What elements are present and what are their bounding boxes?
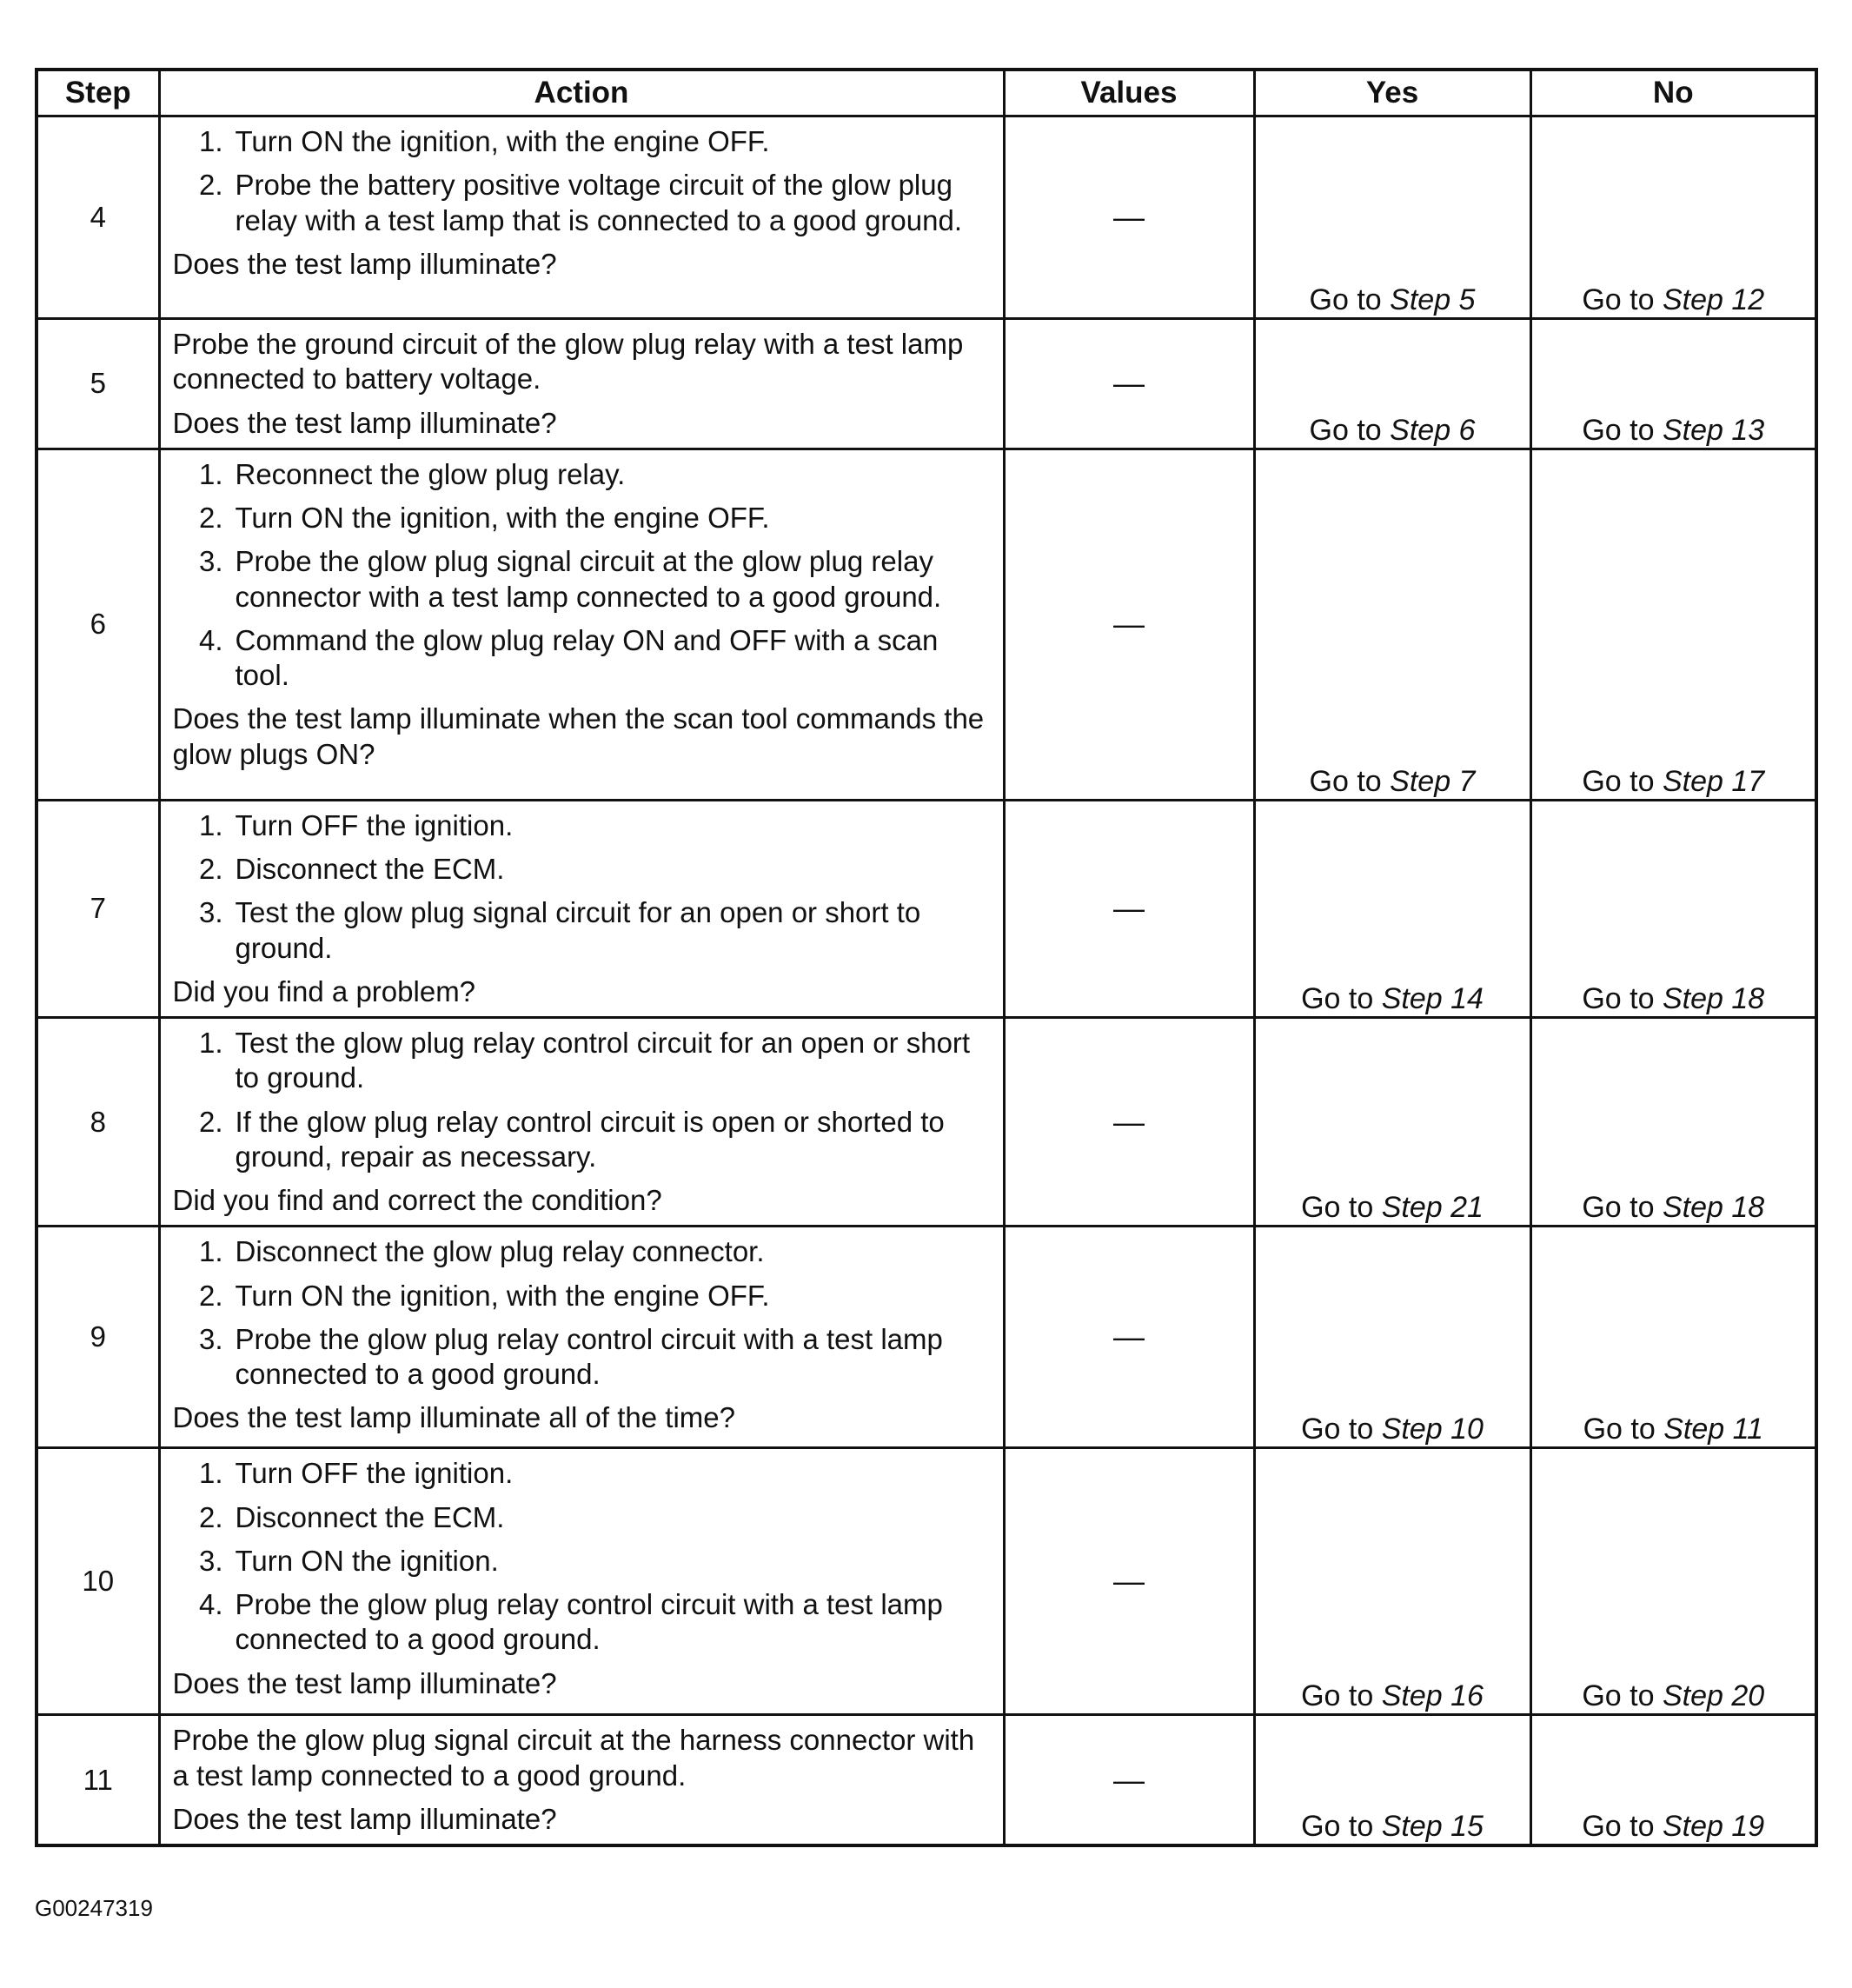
yes-goto-prefix: Go to bbox=[1309, 413, 1382, 447]
table-row bbox=[37, 116, 1816, 319]
action-step-number: 4. bbox=[198, 623, 223, 656]
table-row bbox=[37, 1018, 1816, 1227]
action-step-item bbox=[173, 124, 994, 159]
yes-step-reference: Step 21 bbox=[1381, 1191, 1484, 1225]
step-number: 7 bbox=[37, 800, 159, 1017]
action-steps-list bbox=[173, 124, 994, 238]
action-content bbox=[161, 1449, 1003, 1708]
no-step-reference: Step 12 bbox=[1662, 283, 1765, 316]
action-step-item bbox=[173, 1587, 994, 1658]
yes-cell bbox=[1254, 1018, 1530, 1227]
values-cell: — bbox=[1004, 116, 1254, 319]
action-paragraph: Probe the ground circuit of the glow plug relay with a test lamp connected to battery voltage. bbox=[172, 328, 964, 396]
action-question: Does the test lamp illuminate? bbox=[172, 406, 557, 439]
action-step-number: 2. bbox=[198, 1500, 223, 1533]
table-row bbox=[37, 800, 1816, 1017]
header-yes: Yes bbox=[1254, 70, 1530, 116]
no-step-reference: Step 11 bbox=[1663, 1413, 1763, 1446]
action-step-item bbox=[173, 852, 994, 887]
no-goto-prefix: Go to bbox=[1582, 1191, 1655, 1225]
yes-goto-prefix: Go to bbox=[1301, 1679, 1374, 1713]
action-step-text: Reconnect the glow plug relay. bbox=[235, 457, 626, 490]
values-cell: — bbox=[1004, 1018, 1254, 1227]
action-step-text: Test the glow plug relay control circuit for an open or short to ground. bbox=[235, 1027, 971, 1094]
yes-step-reference: Step 10 bbox=[1381, 1413, 1484, 1446]
step-number: 8 bbox=[37, 1018, 159, 1227]
action-step-item bbox=[173, 1500, 994, 1535]
step-number: 9 bbox=[37, 1227, 159, 1448]
action-content bbox=[161, 801, 1003, 1016]
action-cell bbox=[159, 1715, 1004, 1845]
action-cell bbox=[159, 1227, 1004, 1448]
action-content bbox=[161, 1019, 1003, 1225]
action-question: Does the test lamp illuminate all of the time? bbox=[172, 1401, 735, 1434]
diagnostic-table bbox=[35, 68, 1818, 1847]
action-step-number: 2. bbox=[198, 853, 223, 885]
action-step-item bbox=[173, 1279, 994, 1313]
yes-cell bbox=[1254, 1227, 1530, 1448]
action-step-item bbox=[173, 1105, 994, 1175]
no-goto-prefix: Go to bbox=[1582, 982, 1655, 1015]
header-no: No bbox=[1530, 70, 1816, 116]
no-step-reference: Step 17 bbox=[1662, 764, 1765, 798]
action-steps-list bbox=[173, 1234, 994, 1392]
action-step-text: Turn ON the ignition, with the engine OFF. bbox=[235, 125, 770, 157]
action-step-number: 3. bbox=[198, 1322, 223, 1355]
no-cell bbox=[1530, 116, 1816, 319]
action-steps-list bbox=[173, 1456, 994, 1657]
yes-goto-prefix: Go to bbox=[1301, 982, 1374, 1015]
action-step-text: Probe the glow plug relay control circuit with a test lamp connected to a good ground. bbox=[235, 1322, 943, 1390]
action-step-item bbox=[173, 457, 994, 492]
no-step-reference: Step 20 bbox=[1662, 1679, 1765, 1713]
action-step-item bbox=[173, 623, 994, 694]
action-step-number: 3. bbox=[198, 1544, 223, 1577]
step-number: 5 bbox=[37, 319, 159, 449]
action-step-text: Disconnect the ECM. bbox=[235, 1500, 505, 1533]
action-step-text: Disconnect the glow plug relay connector. bbox=[235, 1235, 765, 1268]
step-number: 4 bbox=[37, 116, 159, 319]
action-steps-list bbox=[173, 457, 994, 694]
action-step-number: 1. bbox=[198, 125, 223, 157]
action-steps-list bbox=[173, 1026, 994, 1174]
no-cell bbox=[1530, 1448, 1816, 1715]
yes-goto-prefix: Go to bbox=[1309, 283, 1382, 316]
action-step-item bbox=[173, 895, 994, 966]
action-step-number: 3. bbox=[198, 545, 223, 578]
action-question: Did you find and correct the condition? bbox=[172, 1184, 662, 1216]
action-cell bbox=[159, 319, 1004, 449]
header-step: Step bbox=[37, 70, 159, 116]
no-cell bbox=[1530, 449, 1816, 800]
diagnostic-table-container bbox=[35, 68, 1815, 1847]
action-step-item bbox=[173, 168, 994, 238]
action-steps-list bbox=[173, 808, 994, 966]
no-goto-prefix: Go to bbox=[1583, 1413, 1656, 1446]
no-cell bbox=[1530, 1227, 1816, 1448]
yes-step-reference: Step 6 bbox=[1390, 413, 1476, 447]
figure-id: G00247319 bbox=[35, 1895, 153, 1921]
action-step-item bbox=[173, 1026, 994, 1096]
yes-goto-prefix: Go to bbox=[1309, 764, 1382, 798]
no-cell bbox=[1530, 319, 1816, 449]
step-number: 11 bbox=[37, 1715, 159, 1845]
action-step-text: Command the glow plug relay ON and OFF with a scan tool. bbox=[235, 623, 939, 691]
action-content bbox=[161, 117, 1003, 289]
action-step-number: 2. bbox=[198, 502, 223, 534]
no-goto-prefix: Go to bbox=[1582, 1679, 1655, 1713]
table-body bbox=[37, 116, 1816, 1846]
action-step-text: Probe the glow plug relay control circuit with a test lamp connected to a good ground. bbox=[235, 1588, 943, 1656]
action-step-text: Probe the glow plug signal circuit at the glow plug relay connector with a test lamp connected to a good ground. bbox=[235, 545, 942, 613]
action-step-text: Turn OFF the ignition. bbox=[235, 808, 514, 841]
no-step-reference: Step 18 bbox=[1662, 982, 1765, 1015]
no-step-reference: Step 19 bbox=[1662, 1810, 1765, 1843]
action-step-number: 2. bbox=[198, 1279, 223, 1312]
action-content bbox=[161, 1227, 1003, 1442]
yes-goto-prefix: Go to bbox=[1301, 1191, 1374, 1225]
action-step-number: 1. bbox=[198, 808, 223, 841]
action-content bbox=[161, 320, 1003, 448]
action-step-number: 2. bbox=[198, 169, 223, 202]
yes-cell bbox=[1254, 116, 1530, 319]
action-step-text: Probe the battery positive voltage circuit of the glow plug relay with a test lamp that is connected to a good ground. bbox=[235, 169, 963, 236]
action-question: Did you find a problem? bbox=[172, 974, 476, 1007]
action-step-item bbox=[173, 544, 994, 615]
header-action: Action bbox=[159, 70, 1004, 116]
table-header-row bbox=[37, 70, 1816, 116]
action-step-text: If the glow plug relay control circuit is open or shorted to ground, repair as necessary. bbox=[235, 1105, 945, 1173]
yes-cell bbox=[1254, 449, 1530, 800]
action-cell bbox=[159, 1448, 1004, 1715]
yes-cell bbox=[1254, 319, 1530, 449]
header-values: Values bbox=[1004, 70, 1254, 116]
step-number: 10 bbox=[37, 1448, 159, 1715]
no-cell bbox=[1530, 1018, 1816, 1227]
no-step-reference: Step 18 bbox=[1662, 1191, 1765, 1225]
table-row bbox=[37, 319, 1816, 449]
yes-step-reference: Step 14 bbox=[1381, 982, 1484, 1015]
yes-cell bbox=[1254, 1715, 1530, 1845]
action-content bbox=[161, 450, 1003, 779]
no-step-reference: Step 13 bbox=[1662, 413, 1765, 447]
action-step-item bbox=[173, 1544, 994, 1579]
no-goto-prefix: Go to bbox=[1582, 283, 1655, 316]
action-step-text: Turn OFF the ignition. bbox=[235, 1457, 514, 1490]
values-cell: — bbox=[1004, 1448, 1254, 1715]
action-step-number: 1. bbox=[198, 1457, 223, 1490]
action-content bbox=[161, 1716, 1003, 1844]
action-step-number: 1. bbox=[198, 457, 223, 490]
yes-goto-prefix: Go to bbox=[1301, 1413, 1374, 1446]
yes-cell bbox=[1254, 800, 1530, 1017]
yes-step-reference: Step 7 bbox=[1390, 764, 1476, 798]
yes-goto-prefix: Go to bbox=[1301, 1810, 1374, 1843]
action-question: Does the test lamp illuminate when the scan tool commands the glow plugs ON? bbox=[172, 702, 985, 770]
table-row bbox=[37, 1448, 1816, 1715]
no-goto-prefix: Go to bbox=[1582, 1810, 1655, 1843]
action-question: Does the test lamp illuminate? bbox=[172, 247, 557, 280]
action-cell bbox=[159, 1018, 1004, 1227]
no-goto-prefix: Go to bbox=[1582, 764, 1655, 798]
action-step-item bbox=[173, 1234, 994, 1269]
action-cell bbox=[159, 116, 1004, 319]
action-question: Does the test lamp illuminate? bbox=[172, 1666, 557, 1699]
action-step-item bbox=[173, 1456, 994, 1491]
yes-step-reference: Step 5 bbox=[1390, 283, 1476, 316]
action-step-number: 4. bbox=[198, 1588, 223, 1620]
action-step-number: 1. bbox=[198, 1027, 223, 1059]
step-number: 6 bbox=[37, 449, 159, 800]
action-paragraph: Probe the glow plug signal circuit at the harness connector with a test lamp connected to a good ground. bbox=[172, 1724, 975, 1792]
yes-step-reference: Step 15 bbox=[1381, 1810, 1484, 1843]
values-cell: — bbox=[1004, 319, 1254, 449]
action-step-item bbox=[173, 808, 994, 843]
action-step-item bbox=[173, 501, 994, 535]
no-cell bbox=[1530, 1715, 1816, 1845]
action-step-item bbox=[173, 1322, 994, 1393]
yes-step-reference: Step 16 bbox=[1381, 1679, 1484, 1713]
table-row bbox=[37, 449, 1816, 800]
action-step-text: Disconnect the ECM. bbox=[235, 853, 505, 885]
action-step-number: 3. bbox=[198, 896, 223, 929]
action-cell bbox=[159, 449, 1004, 800]
action-step-number: 1. bbox=[198, 1235, 223, 1268]
action-step-text: Test the glow plug signal circuit for an open or short to ground. bbox=[235, 896, 921, 964]
action-cell bbox=[159, 800, 1004, 1017]
yes-cell bbox=[1254, 1448, 1530, 1715]
values-cell: — bbox=[1004, 800, 1254, 1017]
action-step-number: 2. bbox=[198, 1105, 223, 1138]
no-goto-prefix: Go to bbox=[1582, 413, 1655, 447]
no-cell bbox=[1530, 800, 1816, 1017]
action-step-text: Turn ON the ignition, with the engine OFF. bbox=[235, 1279, 770, 1312]
values-cell: — bbox=[1004, 1227, 1254, 1448]
table-row bbox=[37, 1715, 1816, 1845]
values-cell: — bbox=[1004, 449, 1254, 800]
action-step-text: Turn ON the ignition. bbox=[235, 1544, 499, 1577]
action-question: Does the test lamp illuminate? bbox=[172, 1802, 557, 1835]
table-row bbox=[37, 1227, 1816, 1448]
action-step-text: Turn ON the ignition, with the engine OFF. bbox=[235, 502, 770, 534]
values-cell: — bbox=[1004, 1715, 1254, 1845]
